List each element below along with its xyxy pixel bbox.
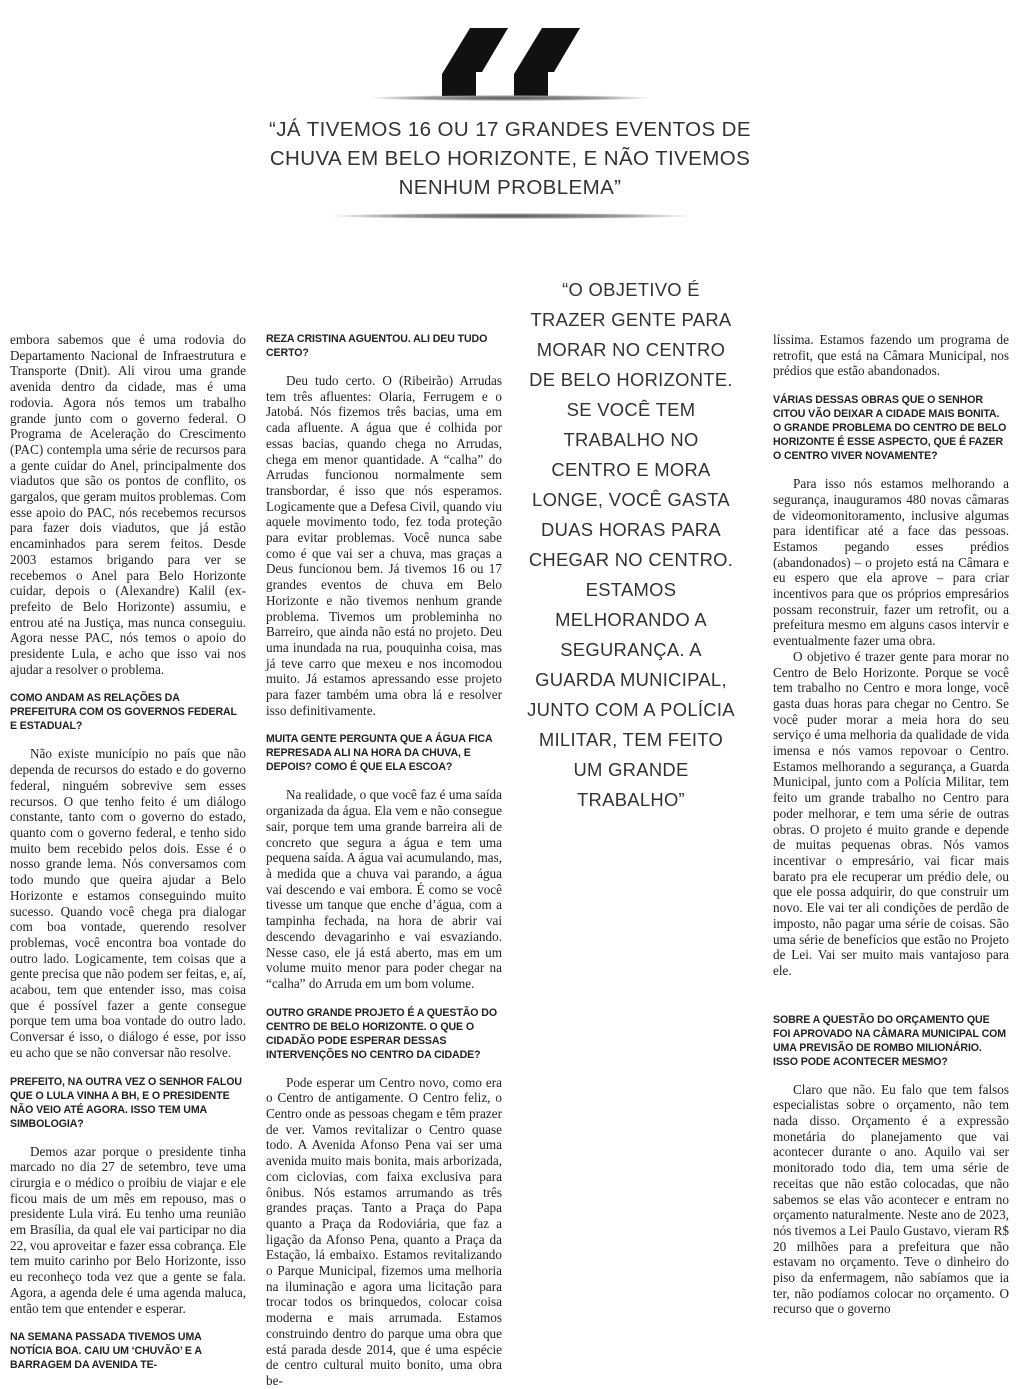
header-pull-quote: “JÁ TIVEMOS 16 OU 17 GRANDES EVENTOS DE CHUVA EM BELO HORIZONTE, E NÃO TIVEMOS NENHUM PROBLEMA” [269, 118, 751, 199]
center-pull-quote: “O OBJETIVO É TRAZER GENTE PARA MORAR NO CENTRO DE BELO HORIZONTE. SE VOCÊ TEM TRABALHO NO CENTRO E MORA LONGE, VOCÊ GASTA DUAS HORAS PARA CHEGAR NO CENTRO. ESTAMOS MELHORANDO A SEGURANÇA. A GUARDA MUNICIPAL, JUNTO COM A POLÍCIA MILITAR, TEM FEITO UM GRANDE TRABALHO” [527, 279, 735, 810]
paragraph: Demos azar porque o presidente tinha marcado no dia 27 de setembro, teve uma cirurgia e o médico o proibiu de viajar e ele ficou mais de um mês em repouso, mas o presidente Lula virá. Eu tenho uma reunião em Brasília, da qual ele vai participar no dia 22, vou aproveitar e fazer essa cobrança. Ele tem muito carinho por Belo Horizonte, isso eu reconheço toda vez que a gente se fala. Agora, a agenda dele é uma agenda maluca, então tem que entender e esperar. [10, 1143, 246, 1316]
paragraph: Claro que não. Eu falo que tem falsos especialistas sobre o orçamento, não tem nada disso. Orçamento é a expressão monetária do planejamento que vai acontecer durante o ano. Aquilo vai ser monitorado todo dia, tem uma série de receitas que não estão colocadas, que não sabemos se elas vão acontecer e entram no orçamento naturalmente. Neste ano de 2023, nós tivemos a Lei Paulo Gustavo, vieram R$ 20 milhões para a prefeitura que não estavam no orçamento. Teve o dinheiro do piso da enfermagem, não sabíamos que ia ter, não podíamos colocar no orçamento. O recurso que o governo [773, 1081, 1009, 1317]
paragraph: embora sabemos que é uma rodovia do Departamento Nacional de Infraestrutura e Transporte (Dnit). Ali virou uma grande avenida dentro da cidade, mas é uma rodovia. Agora nós temos um trabalho grande junto com o governo federal. O Programa de Aceleração do Crescimento (PAC) contempla uma série de recursos para a gente cuidar do Anel, principalmente dos viadutos que são os pontos de conflito, os gargalos, que geram muitos problemas. Com esse apoio do PAC, nós recebemos recursos para fazer dois viadutos, que já estão encaminhados para serem feitos. Desde 2003 estamos brigando para ver se recebemos o Anel para Belo Horizonte cuidar, depois o (Alexandre) Kalil (ex-prefeito de Belo Horizonte) assumiu, e entrou até na Justiça, mas nunca conseguiu. Agora nesse PAC, nós temos o apoio do presidente Lula, e acho que isso vai nos ajudar a resolver o problema. [10, 332, 246, 677]
paragraph: líssima. Estamos fazendo um programa de retrofit, que está na Câmara Municipal, nos prédios que estão abandonados. [773, 332, 1009, 379]
bottom-divider [330, 213, 690, 219]
interview-question: REZA CRISTINA AGUENTOU. ALI DEU TUDO CERTO? [266, 333, 488, 359]
paragraph: Não existe município no país que não dependa de recursos do estado e do governo federal, ninguém sobrevive sem esses recursos. O que tenho feito é um diálogo constante, tanto com o governo do estado, quanto com o governo federal, e tenho sido muito bem recebido pelos dois. Esse é o nosso grande lema. Nós conversamos com todo mundo que queira ajudar a Belo Horizonte e estamos conseguindo muito sucesso. Quando você chega pra dialogar com boa vontade, querendo resolver problemas, você encontra boa vontade do outro lado. Logicamente, tem coisas que a gente precisa que não podem ser feitas, e, aí, acabou, tem que entender isso, mas coisa que é possível fazer a gente consegue porque tem uma boa vontade do outro lado. Conversar é isso, o diálogo é esse, por isso eu acho que se não conversar não resolve. [10, 746, 246, 1060]
interview-question: PREFEITO, NA OUTRA VEZ O SENHOR FALOU QUE O LULA VINHA A BH, E O PRESIDENTE NÃO VEIO ATÉ AGORA. ISSO TEM UMA SIMBOLOGIA? [10, 1075, 242, 1130]
top-divider [370, 95, 650, 101]
interview-question: NA SEMANA PASSADA TIVEMOS UMA NOTÍCIA BOA. CAIU UM ‘CHUVÃO’ E A BARRAGEM DA AVENIDA TE- [10, 1331, 202, 1372]
column-2 [266, 332, 502, 1389]
column-4 [773, 332, 1009, 1317]
paragraph: Deu tudo certo. O (Ribeirão) Arrudas tem três afluentes: Olaria, Ferrugem e o Jatobá. Nós fizemos três bacias, uma em cada afluente. A água que é colhida por essas bacias, quando chega no Arrudas, chega em menor quantidade. A “calha” do Arrudas funcionou normalmente sem transbordar, é isso que nós esperamos. Logicamente que a Defesa Civil, quando viu aquele movimento todo, fez toda proteção para evitar problemas. Você nunca sabe como é que vai ser a chuva, mas graças a Deus funcionou bem. Já tivemos 16 ou 17 grandes eventos de chuva em Belo Horizonte e não tivemos nenhum grande problema. Tivemos um probleminha no Barreiro, que ainda não está no projeto. Deu uma inundada na rua, pouquinha coisa, mas já teve carro que mexeu e nos incomodou muito. Já estamos apressando esse projeto para fazer também uma obra lá e resolver isso definitivamente. [266, 373, 502, 718]
interview-question: SOBRE A QUESTÃO DO ORÇAMENTO QUE FOI APROVADO NA CÂMARA MUNICIPAL COM UMA PREVISÃO DE ROMBO MILIONÁRIO. ISSO PODE ACONTECER MESMO? [773, 1013, 1006, 1068]
paragraph: Na realidade, o que você faz é uma saída organizada da água. Ela vem e não consegue sair, porque tem uma grande barreira ali de concreto que segura a água e tem uma pequena saída. A água vai acumulando, mas, à medida que a chuva vai parando, a água vai descendo e vai embora. É como se você tivesse um tanque que enche d’água, com a tampinha fechada, na hora de abrir vai descendo devagarinho e vai esvaziando. Nesse caso, ele já está aberto, mas em um volume muito menor para poder chegar na “calha” do Arruda em um bom volume. [266, 787, 502, 991]
quote-mark-icon [442, 28, 582, 96]
paragraph: Para isso nós estamos melhorando a segurança, inauguramos 480 novas câmaras de videomonitoramento, inclusive algumas para identificar até a face das pessoas. Estamos pegando esses prédios (abandonados) – o projeto está na Câmara e eu espero que ela aprove – para criar incentivos para que os próprios empresários possam reconstruir, fazer um retrofit, ou a prefeitura mesmo em alguns casos intervir e eventualmente fazer uma obra. [773, 476, 1009, 649]
interview-question: OUTRO GRANDE PROJETO É A QUESTÃO DO CENTRO DE BELO HORIZONTE. O QUE O CIDADÃO PODE ESPERAR DESSAS INTERVENÇÕES NO CENTRO DA CIDADE? [266, 1006, 497, 1061]
column-1 [10, 332, 246, 1385]
interview-question: MUITA GENTE PERGUNTA QUE A ÁGUA FICA REPRESADA ALI NA HORA DA CHUVA, E DEPOIS? COMO É QUE ELA ESCOA? [266, 733, 493, 774]
interview-question: COMO ANDAM AS RELAÇÕES DA PREFEITURA COM OS GOVERNOS FEDERAL E ESTADUAL? [10, 692, 237, 733]
paragraph: Pode esperar um Centro novo, como era o Centro de antigamente. O Centro feliz, o Centro onde as pessoas chegam e têm prazer de ver. Vamos revitalizar o Centro quase todo. A Avenida Afonso Pena vai ser uma avenida muito mais bonita, mais arborizada, com ciclovias, com faixa exclusiva para ônibus. Nós estamos arrumando as três grandes praças. Tanto a Praça do Papa quanto a Praça da Rodoviária, que faz a ligação da Afonso Pena, quanto a Praça da Estação, lá embaixo. Estamos revitalizando o Parque Municipal, fizemos uma melhoria na iluminação e agora uma licitação para trocar todos os brinquedos, colocar coisa moderna e mais arrumada. Estamos construindo dentro do parque uma obra que está parada desde 2014, que é uma espécie de centro cultural muito bonito, uma obra be- [266, 1074, 502, 1388]
interview-question: VÁRIAS DESSAS OBRAS QUE O SENHOR CITOU VÃO DEIXAR A CIDADE MAIS BONITA. O GRANDE PROBLEMA DO CENTRO DE BELO HORIZONTE É ESSE ASPECTO, QUE É FAZER O CENTRO VIVER NOVAMENTE? [773, 394, 1007, 463]
paragraph: O objetivo é trazer gente para morar no Centro de Belo Horizonte. Porque se você tem trabalho no Centro e mora longe, você gasta duas horas para chegar no Centro. Se você puder morar a meia hora do seu serviço é uma melhoria da qualidade de vida imensa e nós vamos repovoar o Centro. Estamos melhorando a segurança, a Guarda Municipal, junto com a Polícia Militar, tem feito um grande trabalho no Centro para poder melhorar, e tem uma série de outras obras. O projeto é muito grande e depende de muitas pequenas obras. Nós vamos incentivar o empresário, vai ficar mais barato pra ele recuperar um prédio dele, ou que ele possa adquirir, do que construir um novo. Ele vai ter ali condições de perdão de imposto, não pagar uma série de coisas. São uma série de benefícios que estão no Projeto de Lei. Vai ser muito mais vantajoso para ele. [773, 648, 1009, 978]
